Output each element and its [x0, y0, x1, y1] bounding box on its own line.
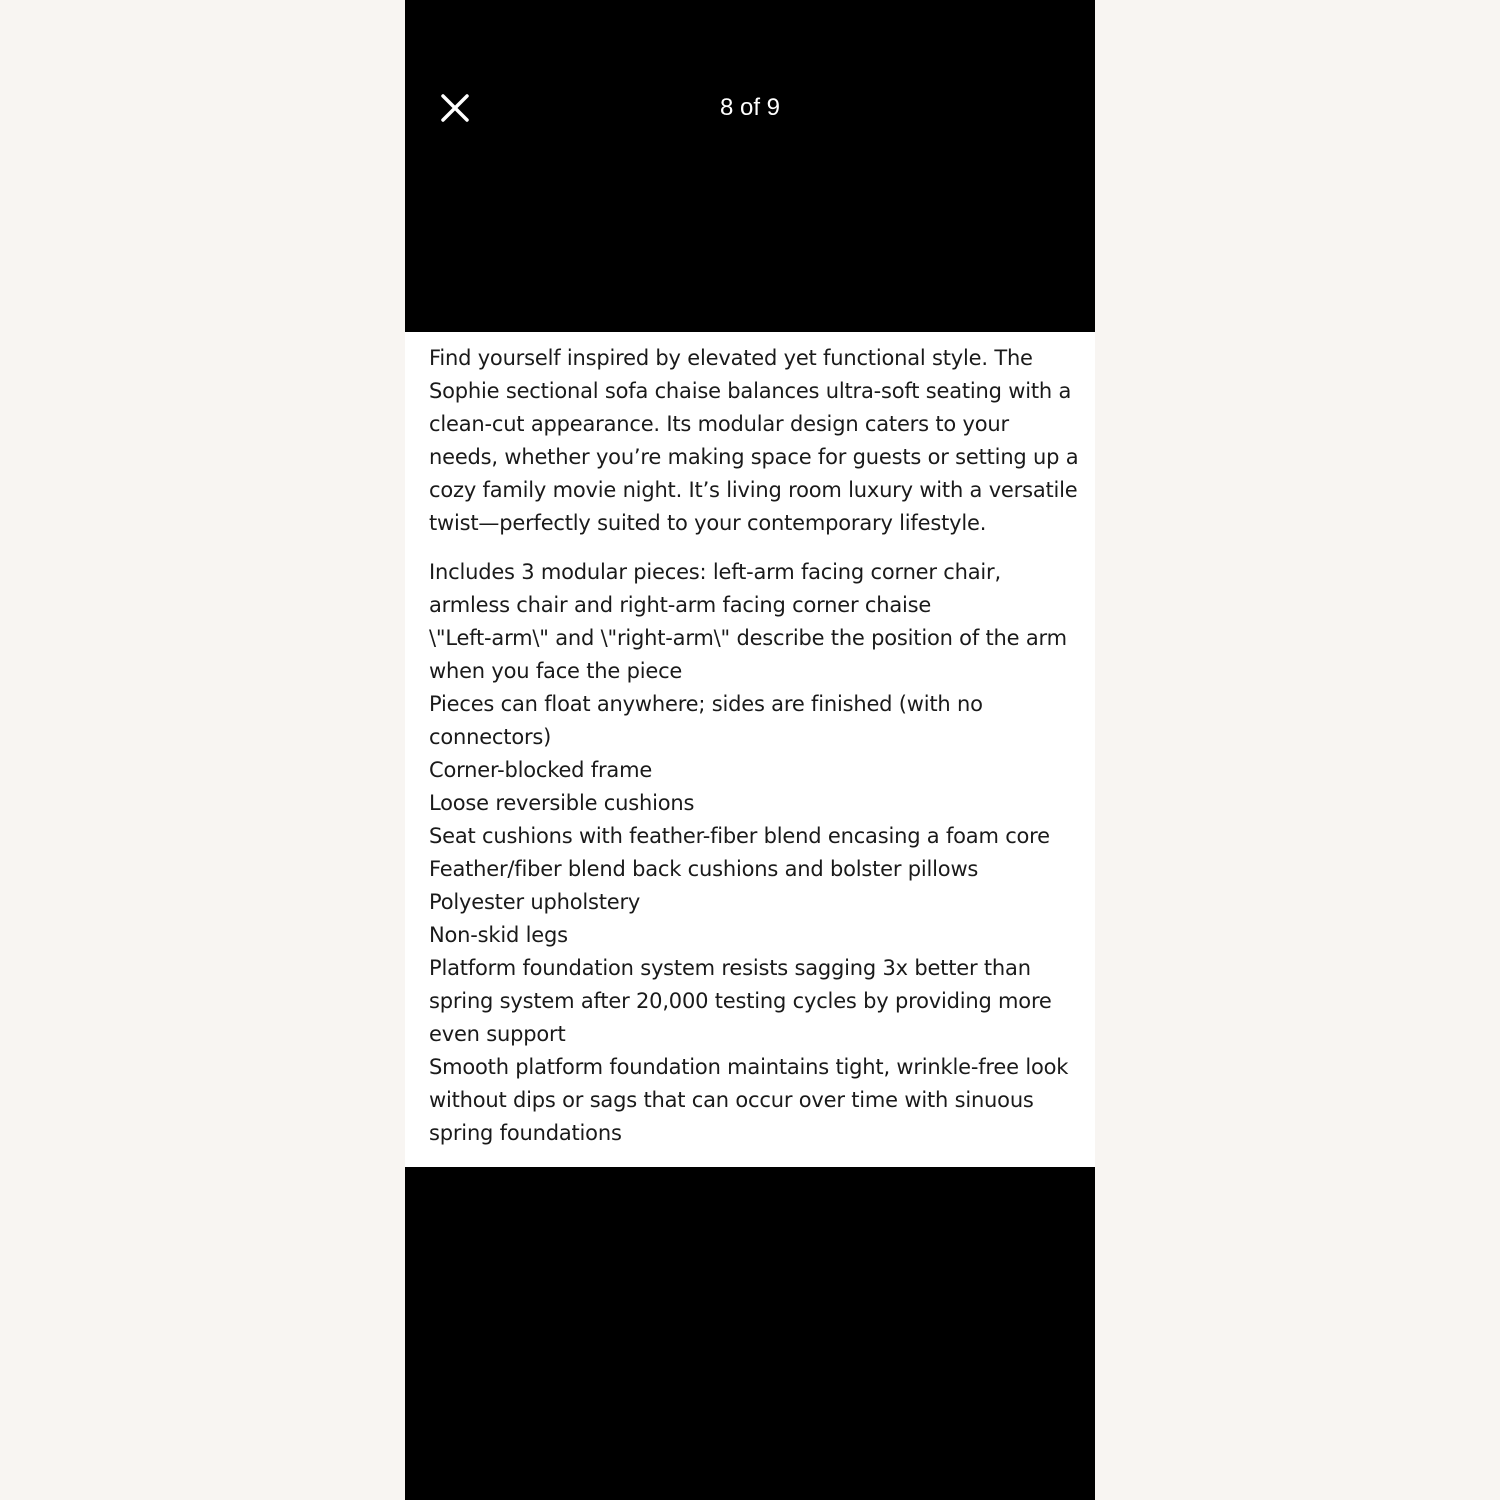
viewer-footer	[405, 1167, 1095, 1500]
description-text	[429, 342, 1079, 1150]
description-paragraph: Find yourself inspired by elevated yet functional style. The Sophie sectional sofa chaise balances ultra-soft seating with a clean-cut appearance. Its modular design caters to your needs, whether you’re making space for guests or setting up a cozy family movie night. It’s living room luxury with a versatile twist—perfectly suited to your contemporary lifestyle.	[429, 346, 1079, 535]
image-counter: 8 of 9	[719, 94, 781, 121]
features-list: Includes 3 modular pieces: left-arm facing corner chair, armless chair and right-arm facing corner chaise \"Left-arm\" and \"right-arm\" describe the position of the arm when you face the piece Pieces can float anywhere; sides are finished (with no connectors) Corner-blocked frame Loose reversible cushions Seat cushions with feather-fiber blend encasing a foam core Feather/fiber blend back cushions and bolster pillows Polyester upholstery Non-skid legs Platform foundation system resists sagging 3x better than spring system after 20,000 testing cycles by providing more even support Smooth platform foundation maintains tight, wrinkle-free look without dips or sags that can occur over time with sinuous spring foundations	[429, 560, 1069, 1145]
viewer-header	[405, 0, 1095, 332]
product-description-image	[405, 332, 1095, 1167]
image-viewer	[405, 0, 1095, 1500]
